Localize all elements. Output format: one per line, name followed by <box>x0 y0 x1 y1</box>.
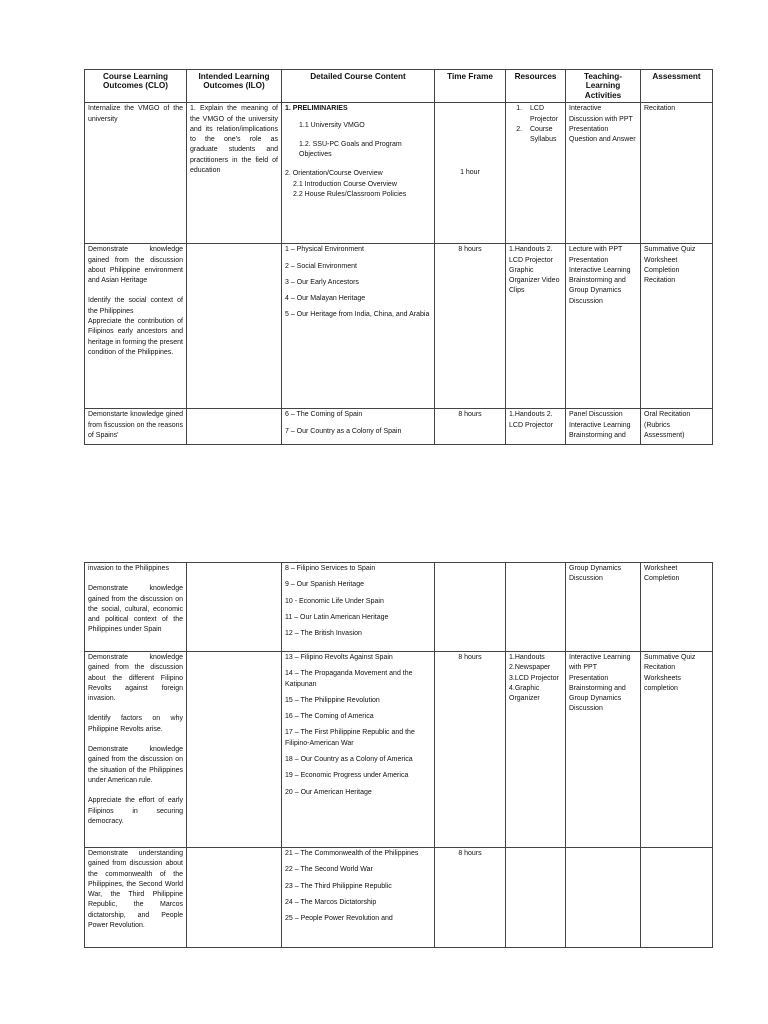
clo-text: Demonstarte knowledge gined from fiscussion on the reasons of Spains' <box>88 411 183 439</box>
content-item: 1.1 University VMGO <box>299 121 365 129</box>
time-text: 8 hours <box>458 246 482 254</box>
content-cell <box>282 652 435 848</box>
tla-cell <box>566 103 641 244</box>
content-item: 16 – The Coming of America <box>285 713 374 721</box>
content-item: 6 – The Coming of Spain <box>285 411 363 419</box>
clo-cell <box>85 563 187 652</box>
tla-cell <box>566 409 641 445</box>
content-item: 24 – The Marcos Dictatorship <box>285 898 377 906</box>
time-cell <box>435 563 506 652</box>
header-teaching-learning: Teaching-Learning Activities <box>566 70 641 103</box>
tla-cell <box>566 848 641 948</box>
content-item: 25 – People Power Revolution and <box>285 915 393 923</box>
clo-text: Identify the social context of the Philippines <box>88 297 183 315</box>
resources-cell <box>506 244 566 409</box>
ilo-cell <box>187 244 282 409</box>
clo-cell <box>85 409 187 445</box>
assessment-text: Summative Quiz Recitation Worksheets completion <box>644 654 696 692</box>
table-row <box>85 563 713 652</box>
content-item: 3 – Our Early Ancestors <box>285 278 359 286</box>
header-assessment: Assessment <box>641 70 713 103</box>
assessment-text: Recitation <box>644 105 676 113</box>
table-row <box>85 848 713 948</box>
clo-text: Internalize the VMGO of the university <box>88 105 183 123</box>
resources-cell <box>506 103 566 244</box>
tla-text: Group Dynamics Discussion <box>569 565 622 583</box>
resources-cell <box>506 652 566 848</box>
assessment-text: Oral Recitation (Rubrics Assessment) <box>644 411 691 439</box>
assessment-cell <box>641 848 713 948</box>
table-row <box>85 103 713 244</box>
content-item: 17 – The First Philippine Republic and the Filipino-American War <box>285 729 415 747</box>
content-item: 4 – Our Malayan Heritage <box>285 295 366 303</box>
tla-text: Lecture with PPT Presentation Interactive Learning Brainstorming and Group Dynamics Discussion <box>569 246 631 305</box>
clo-cell <box>85 848 187 948</box>
content-item: 21 – The Commonwealth of the Philippines <box>285 850 419 857</box>
content-item: 20 – Our American Heritage <box>285 788 372 796</box>
list-item: 2. Course Syllabus <box>524 125 562 146</box>
time-cell <box>435 848 506 948</box>
resources-cell <box>506 848 566 948</box>
time-cell <box>435 409 506 445</box>
syllabus-table-page-2 <box>84 562 713 948</box>
resources-cell <box>506 563 566 652</box>
clo-text: Demonstrate knowledge gained from the discussion on the social, cultural, economic and political context of the Philippines under Spain <box>88 585 183 634</box>
time-text: 8 hours <box>458 850 482 857</box>
assessment-cell <box>641 409 713 445</box>
header-time-frame: Time Frame <box>435 70 506 103</box>
content-item: 2.2 House Rules/Classroom Policies <box>293 191 407 198</box>
tla-cell <box>566 652 641 848</box>
content-cell <box>282 244 435 409</box>
tla-text: Panel Discussion Interactive Learning Brainstorming and <box>569 411 631 439</box>
clo-text: Demonstrate knowledge gained from the discussion about Philippine environment and Asian Heritage <box>88 246 183 285</box>
content-item: 12 – The British Invasion <box>285 630 362 638</box>
clo-text: Appreciate the effort of early Filipinos in securing democracy. <box>88 797 183 825</box>
content-item: 15 – The Philippine Revolution <box>285 696 380 704</box>
header-clo: Course Learning Outcomes (CLO) <box>85 70 187 103</box>
time-cell <box>435 652 506 848</box>
resources-text: 1.Handouts 2. LCD Projector Graphic Organizer Video Clips <box>509 246 560 295</box>
time-cell <box>435 244 506 409</box>
assessment-cell <box>641 652 713 848</box>
content-item: 2.1 Introduction Course Overview <box>293 180 397 188</box>
time-text: 8 hours <box>458 411 482 419</box>
header-resources: Resources <box>506 70 566 103</box>
assessment-cell <box>641 563 713 652</box>
ilo-cell <box>187 103 282 244</box>
header-ilo: Intended Learning Outcomes (ILO) <box>187 70 282 103</box>
content-item: 2 – Social Environment <box>285 262 357 270</box>
content-item: 8 – Filipino Services to Spain <box>285 565 376 572</box>
clo-text: invasion to the Philippines <box>88 565 169 572</box>
ilo-cell <box>187 848 282 948</box>
clo-cell <box>85 103 187 244</box>
assessment-text: Worksheet Completion <box>644 565 680 583</box>
clo-text: Appreciate the contribution of Filipinos early ancestors and heritage in forming the present condition of the Philippines. <box>88 318 183 356</box>
content-item: 23 – The Third Philippine Republic <box>285 882 392 890</box>
content-item: 10 - Economic Life Under Spain <box>285 597 384 605</box>
content-item: 1.2. SSU-PC Goals and Program Objectives <box>299 140 402 159</box>
table-row <box>85 244 713 409</box>
time-text: 8 hours <box>458 654 482 661</box>
tla-text: Interactive Discussion with PPT Presentation Question and Answer <box>569 105 636 144</box>
clo-cell <box>85 652 187 848</box>
content-item: 11 – Our Latin American Heritage <box>285 613 389 621</box>
content-item: 5 – Our Heritage from India, China, and Arabia <box>285 311 430 319</box>
syllabus-table-page-1 <box>84 69 713 445</box>
content-item: 19 – Economic Progress under America <box>285 772 409 780</box>
content-item: 14 – The Propaganda Movement and the Katipunan <box>285 670 413 688</box>
clo-text: Demonstrate knowledge gained from the discussion on the situation of the Philippines under American rule. <box>88 746 183 784</box>
assessment-cell <box>641 103 713 244</box>
clo-text: Demonstrate knowledge gained from the discussion about the different Filipino Revolts against foreign invasion. <box>88 654 183 703</box>
content-heading: 1. PRELIMINARIES <box>285 105 348 113</box>
resources-text: 1.Handouts 2.Newspaper 3.LCD Projector 4.Graphic Organizer <box>509 654 559 703</box>
content-item: 7 – Our Country as a Colony of Spain <box>285 427 402 435</box>
content-cell <box>282 103 435 244</box>
header-row <box>85 70 713 103</box>
ilo-cell <box>187 409 282 445</box>
list-item: 1. LCD Projector <box>524 104 562 125</box>
content-cell <box>282 563 435 652</box>
time-cell <box>435 103 506 244</box>
assessment-text: Summative Quiz Worksheet Completion Recitation <box>644 246 696 285</box>
clo-text: Identify factors on why Philippine Revolts arise. <box>88 715 183 733</box>
ilo-text: 1. Explain the meaning of the VMGO of the university and its relation/implications to the one's role as graduate students and practitioners in the field of education <box>190 105 278 174</box>
tla-cell <box>566 244 641 409</box>
content-item: 2. Orientation/Course Overview <box>285 170 383 178</box>
time-text: 1 hour <box>460 169 480 177</box>
ilo-cell <box>187 563 282 652</box>
table-row <box>85 652 713 848</box>
assessment-cell <box>641 244 713 409</box>
clo-cell <box>85 244 187 409</box>
content-item: 9 – Our Spanish Heritage <box>285 581 364 589</box>
tla-cell <box>566 563 641 652</box>
table-row <box>85 409 713 445</box>
content-item: 13 – Filipino Revolts Against Spain <box>285 654 393 661</box>
resources-text: 1.Handouts 2. LCD Projector <box>509 411 553 429</box>
resources-cell <box>506 409 566 445</box>
content-item: 22 – The Second World War <box>285 866 373 874</box>
content-cell <box>282 409 435 445</box>
header-content: Detailed Course Content <box>282 70 435 103</box>
tla-text: Interactive Learning with PPT Presentation Brainstorming and Group Dynamics Discussion <box>569 654 631 713</box>
content-cell <box>282 848 435 948</box>
ilo-cell <box>187 652 282 848</box>
clo-text: Demonstrate understanding gained from discussion about the commonwealth of the Philippines, the Second World War, the Third Philippine Republic, the Marcos dictatorship, and People Power Revolution. <box>88 850 183 930</box>
content-item: 18 – Our Country as a Colony of America <box>285 756 413 764</box>
content-item: 1 – Physical Environment <box>285 246 364 254</box>
